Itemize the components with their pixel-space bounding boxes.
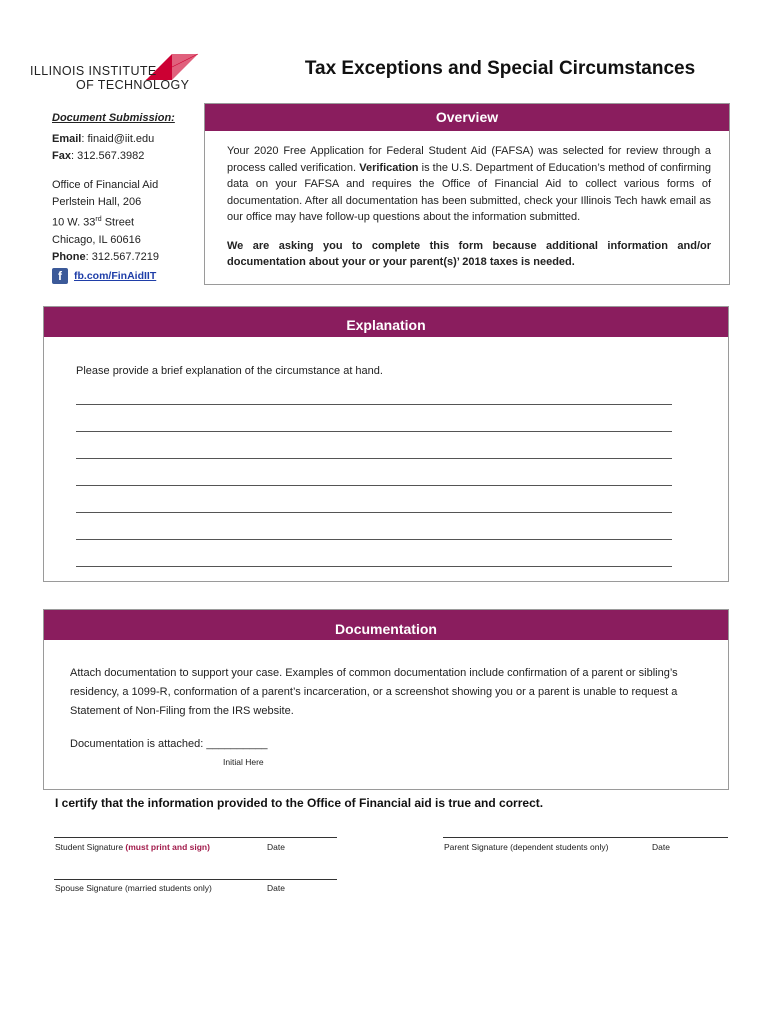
student-signature-text: Student Signature [55, 842, 126, 852]
facebook-icon[interactable]: f [52, 268, 68, 284]
overview-heading: Overview [205, 104, 729, 131]
office-city: Chicago, IL 60616 [52, 233, 141, 246]
parent-date-label: Date [652, 842, 670, 852]
logo-text-line2: OF TECHNOLOGY [76, 78, 190, 92]
overview-text-c: is the U.S. Department of Education’s method of confirming data on your FAFSA and requires the Office of Financial Aid to collect various forms of documentation. After all documentation has been submitted, check your Illinois Tech hawk email as our office may have follow-up questions about the information submitted. [227, 161, 712, 223]
phone-value: : 312.567.7219 [85, 250, 160, 263]
student-date-label: Date [267, 842, 285, 852]
documentation-heading: Documentation [44, 610, 728, 640]
overview-text-a: Your 2020 Free Application for Federal Student Aid (FAFSA) was selected for review through a process called verification. [227, 145, 711, 174]
facebook-link[interactable]: fb.com/FinAidIIT [74, 269, 157, 282]
email-value[interactable]: : finaid@iit.edu [81, 133, 155, 145]
street-suffix: rd [95, 216, 102, 223]
explanation-line[interactable] [76, 539, 672, 540]
explanation-line[interactable] [76, 512, 672, 513]
parent-signature-label: Parent Signature (dependent students only) [444, 842, 609, 852]
documentation-attached-field[interactable]: Documentation is attached: __________ [70, 738, 268, 750]
certification-statement: I certify that the information provided to the Office of Financial aid is true and correct. [55, 796, 544, 810]
explanation-line[interactable] [76, 458, 672, 459]
phone-row [52, 249, 202, 266]
explanation-box [43, 306, 729, 582]
overview-box [204, 103, 730, 285]
contact-info [52, 110, 202, 285]
street-name: Street [101, 216, 135, 229]
overview-text-bold: Verification [359, 161, 419, 174]
phone-label: Phone [52, 250, 86, 263]
fax-value: : 312.567.3982 [70, 150, 145, 162]
office-building: Perlstein Hall, 206 [52, 196, 142, 208]
logo-text-line1: ILLINOIS INSTITUTE [30, 64, 157, 78]
spouse-date-label: Date [267, 883, 285, 893]
office-street [52, 211, 202, 232]
initial-here-label: Initial Here [223, 757, 264, 767]
email-label: Email [52, 133, 82, 145]
facebook-row [52, 268, 202, 285]
spouse-signature-label: Spouse Signature (married students only) [55, 883, 212, 893]
student-signature-note: (must print and sign) [125, 842, 210, 852]
overview-paragraph-2: We are asking you to complete this form because additional information and/or documentation about your or your parent(s)’ 2018 taxes is needed. [227, 239, 711, 268]
street-number: 10 W. 33 [52, 216, 96, 229]
student-signature-label [55, 842, 210, 852]
documentation-box [43, 609, 729, 790]
overview-paragraph-1 [227, 143, 711, 226]
logo [30, 52, 200, 98]
parent-signature-line[interactable] [443, 837, 728, 838]
explanation-heading: Explanation [44, 307, 728, 337]
office-name: Office of Financial Aid [52, 179, 159, 191]
explanation-line[interactable] [76, 485, 672, 486]
email-row [52, 131, 202, 148]
explanation-line[interactable] [76, 431, 672, 432]
student-signature-line[interactable] [54, 837, 337, 838]
document-title: Tax Exceptions and Special Circumstances [304, 58, 696, 79]
explanation-line[interactable] [76, 566, 672, 567]
explanation-prompt: Please provide a brief explanation of the circumstance at hand. [76, 365, 383, 377]
documentation-body: Attach documentation to support your case. Examples of common documentation include confirmation of a parent or sibling’s residency, a 1099-R, conformation of a parent’s incarceration, or a screenshot showing you or a parent is unable to request a Statement of Non-Filing from the IRS website. [70, 667, 678, 717]
fax-label: Fax [52, 150, 71, 162]
spouse-signature-line[interactable] [54, 879, 337, 880]
explanation-line[interactable] [76, 404, 672, 405]
contact-heading: Document Submission: [52, 112, 175, 124]
fax-row [52, 148, 202, 165]
overview-body [205, 131, 729, 271]
